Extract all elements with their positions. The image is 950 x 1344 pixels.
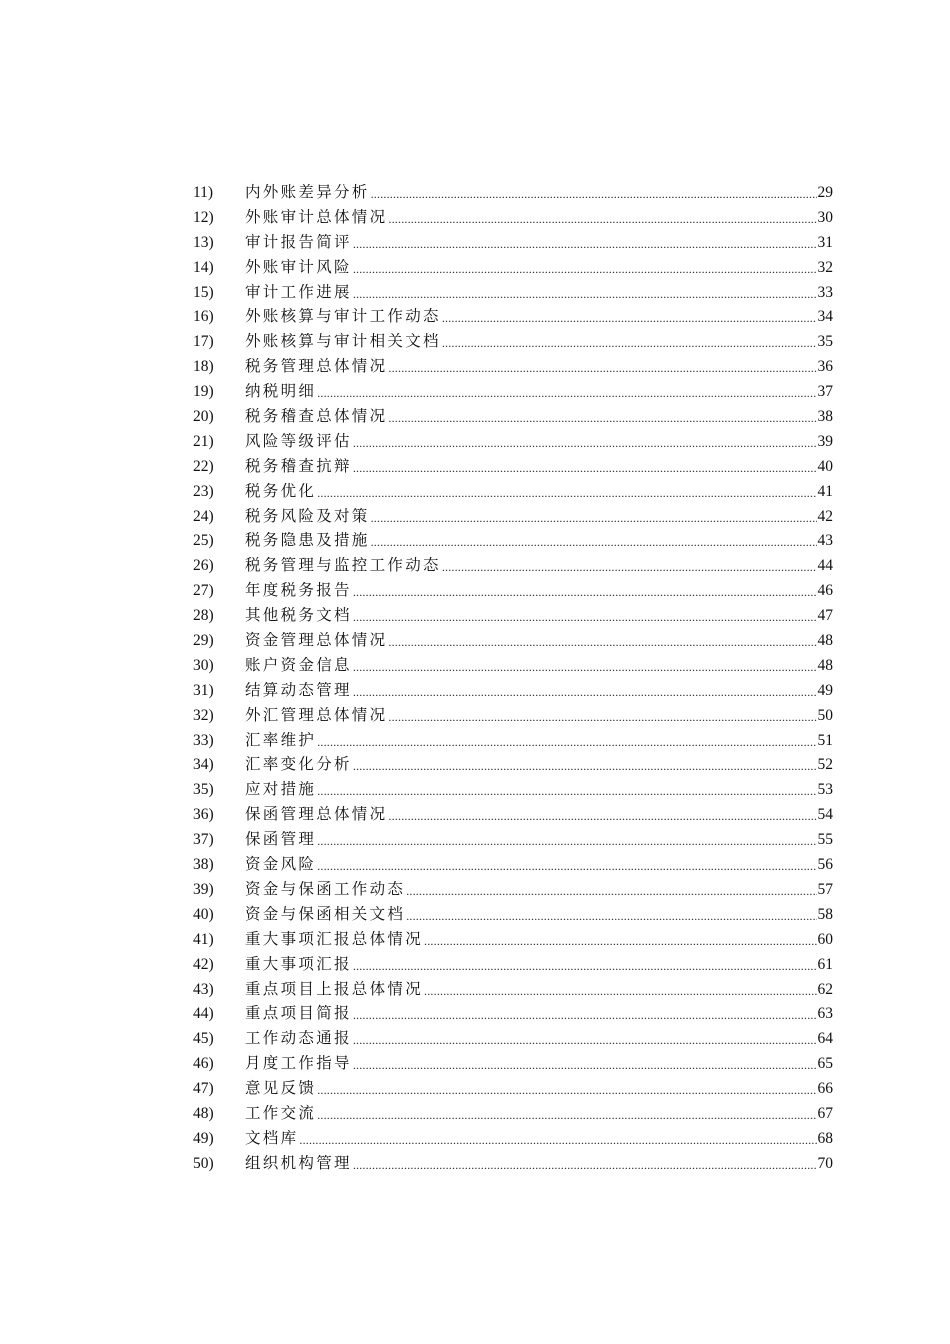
toc-entry-page-number: 40 [817,457,833,475]
toc-entry[interactable] [193,827,833,852]
toc-entry-page-number: 57 [817,880,833,898]
toc-entry-page-number: 58 [817,905,833,923]
toc-entry[interactable] [193,304,833,329]
toc-dot-leader [353,607,817,623]
toc-dot-leader [442,333,817,349]
toc-entry-number: 38) [193,856,214,874]
toc-entry-title: 纳税明细 [245,382,317,401]
toc-entry-title: 结算动态管理 [245,680,352,699]
toc-entry-page-number: 54 [817,806,833,824]
toc-entry[interactable] [193,454,833,479]
toc-entry[interactable] [193,1026,833,1051]
toc-entry-page-number: 68 [817,1129,833,1147]
toc-entry[interactable] [193,479,833,504]
toc-entry-page-number: 52 [817,756,833,774]
toc-entry-title: 组织机构管理 [245,1153,352,1172]
toc-entry-page-number: 63 [817,1005,833,1023]
toc-entry-page-number: 39 [817,432,833,450]
toc-entry[interactable] [193,205,833,230]
toc-dot-leader [442,557,817,573]
toc-entry-page-number: 41 [817,482,833,500]
toc-entry-title: 资金与保函相关文档 [245,904,406,923]
toc-entry-page-number: 36 [817,358,833,376]
toc-dot-leader [388,358,816,374]
toc-entry-number: 39) [193,880,214,898]
toc-entry-page-number: 30 [817,208,833,226]
toc-entry-number: 42) [193,955,214,973]
toc-entry-number: 18) [193,358,214,376]
toc-entry-page-number: 46 [817,582,833,600]
toc-entry-title: 应对措施 [245,780,317,799]
toc-entry-number: 15) [193,283,214,301]
toc-entry-number: 27) [193,582,214,600]
toc-entry[interactable] [193,230,833,255]
toc-dot-leader [353,1005,817,1021]
toc-entry-page-number: 44 [817,557,833,575]
toc-entry-title: 保函管理 [245,830,317,849]
toc-entry-number: 49) [193,1129,214,1147]
toc-dot-leader [317,1080,816,1096]
toc-entry-title: 重大事项汇报总体情况 [245,929,424,948]
toc-dot-leader [353,682,817,698]
toc-entry-number: 40) [193,905,214,923]
toc-dot-leader [353,657,817,673]
toc-entry[interactable] [193,1001,833,1026]
toc-entry-title: 工作动态通报 [245,1029,352,1048]
toc-entry-number: 48) [193,1104,214,1122]
toc-entry-title: 外汇管理总体情况 [245,705,388,724]
toc-entry-title: 资金与保函工作动态 [245,879,406,898]
toc-entry[interactable] [193,603,833,628]
toc-entry[interactable] [193,553,833,578]
toc-entry-number: 37) [193,831,214,849]
toc-dot-leader [424,981,816,997]
toc-entry-title: 税务管理总体情况 [245,357,388,376]
toc-dot-leader [406,881,816,897]
toc-entry[interactable] [193,255,833,280]
toc-entry-title: 意见反馈 [245,1079,317,1098]
toc-entry-title: 外账审计总体情况 [245,207,388,226]
toc-entry-number: 28) [193,607,214,625]
toc-dot-leader [353,284,817,300]
toc-entry-page-number: 55 [817,831,833,849]
toc-dot-leader [388,632,816,648]
toc-dot-leader [353,433,817,449]
toc-entry-number: 11) [193,184,214,201]
toc-dot-leader [388,707,816,723]
toc-dot-leader [353,234,817,250]
toc-entry[interactable] [193,777,833,802]
toc-dot-leader [299,1130,816,1146]
toc-entry-page-number: 29 [817,184,833,201]
toc-dot-leader [371,508,817,524]
toc-entry-title: 资金风险 [245,855,317,874]
toc-entry-title: 税务优化 [245,481,317,500]
toc-entry-page-number: 42 [817,507,833,525]
toc-entry[interactable] [193,1126,833,1151]
table-of-contents [193,180,833,1176]
toc-entry-number: 16) [193,308,214,326]
toc-dot-leader [317,781,816,797]
toc-entry-number: 21) [193,432,214,450]
toc-dot-leader [406,906,816,922]
toc-entry[interactable] [193,1076,833,1101]
toc-entry[interactable] [193,578,833,603]
toc-entry-title: 资金管理总体情况 [245,631,388,650]
toc-entry-page-number: 37 [817,383,833,401]
toc-entry-title: 税务风险及对策 [245,506,370,525]
toc-entry-number: 22) [193,457,214,475]
toc-dot-leader [353,1055,817,1071]
toc-entry-page-number: 61 [817,955,833,973]
toc-entry-page-number: 34 [817,308,833,326]
toc-entry-number: 25) [193,532,214,550]
toc-entry[interactable] [193,728,833,753]
toc-entry-page-number: 33 [817,283,833,301]
toc-entry-number: 19) [193,383,214,401]
toc-dot-leader [371,532,817,548]
toc-dot-leader [317,856,816,872]
toc-entry-title: 账户资金信息 [245,655,352,674]
toc-entry[interactable] [193,678,833,703]
toc-entry-number: 47) [193,1080,214,1098]
toc-entry-title: 其他税务文档 [245,606,352,625]
toc-entry-number: 29) [193,632,214,650]
toc-entry-title: 税务隐患及措施 [245,531,370,550]
toc-entry-page-number: 65 [817,1055,833,1073]
toc-entry-number: 30) [193,656,214,674]
toc-entry-number: 44) [193,1005,214,1023]
toc-entry-page-number: 31 [817,233,833,251]
toc-entry[interactable] [193,404,833,429]
toc-entry-title: 审计工作进展 [245,282,352,301]
toc-entry[interactable] [193,802,833,827]
toc-entry-number: 33) [193,731,214,749]
toc-entry-title: 外账审计风险 [245,257,352,276]
toc-dot-leader [388,806,816,822]
toc-entry[interactable] [193,703,833,728]
toc-entry-title: 保函管理总体情况 [245,805,388,824]
toc-entry-page-number: 32 [817,258,833,276]
toc-dot-leader [442,308,817,324]
toc-dot-leader [317,383,816,399]
toc-entry-title: 外账核算与审计相关文档 [245,332,441,351]
toc-entry-page-number: 66 [817,1080,833,1098]
toc-entry-number: 36) [193,806,214,824]
toc-entry-page-number: 70 [817,1154,833,1172]
toc-entry[interactable] [193,379,833,404]
toc-entry-title: 重点项目简报 [245,1004,352,1023]
toc-dot-leader [317,732,816,748]
toc-entry-title: 审计报告简评 [245,232,352,251]
toc-entry[interactable] [193,628,833,653]
toc-dot-leader [371,184,817,200]
toc-entry-number: 43) [193,980,214,998]
toc-entry-number: 23) [193,482,214,500]
toc-entry[interactable] [193,280,833,305]
toc-entry-number: 14) [193,258,214,276]
toc-entry-title: 年度税务报告 [245,581,352,600]
toc-entry-number: 35) [193,781,214,799]
toc-entry-number: 32) [193,706,214,724]
toc-entry-number: 45) [193,1030,214,1048]
toc-entry[interactable] [193,504,833,529]
toc-entry-title: 外账核算与审计工作动态 [245,307,441,326]
toc-entry[interactable] [193,429,833,454]
toc-entry-page-number: 38 [817,408,833,426]
toc-entry-title: 税务稽查抗辩 [245,456,352,475]
toc-dot-leader [424,931,816,947]
toc-entry-number: 13) [193,233,214,251]
toc-dot-leader [353,259,817,275]
toc-entry-number: 50) [193,1154,214,1172]
toc-entry-title: 工作交流 [245,1103,317,1122]
toc-entry[interactable] [193,977,833,1002]
toc-entry[interactable] [193,528,833,553]
toc-entry[interactable] [193,180,833,205]
toc-dot-leader [317,831,816,847]
toc-dot-leader [388,209,816,225]
toc-entry-title: 重点项目上报总体情况 [245,979,424,998]
toc-entry-title: 重大事项汇报 [245,954,352,973]
toc-entry-number: 31) [193,681,214,699]
toc-entry-number: 12) [193,208,214,226]
toc-entry-page-number: 67 [817,1104,833,1122]
toc-entry-title: 汇率维护 [245,730,317,749]
toc-entry[interactable] [193,354,833,379]
toc-entry[interactable] [193,1151,833,1176]
toc-entry[interactable] [193,1051,833,1076]
toc-entry-page-number: 43 [817,532,833,550]
toc-entry-page-number: 48 [817,632,833,650]
toc-entry[interactable] [193,902,833,927]
toc-dot-leader [353,1155,817,1171]
toc-dot-leader [353,756,817,772]
toc-entry-number: 17) [193,333,214,351]
toc-entry-page-number: 56 [817,856,833,874]
toc-entry-number: 20) [193,408,214,426]
toc-entry[interactable] [193,927,833,952]
toc-entry-number: 26) [193,557,214,575]
toc-entry-page-number: 35 [817,333,833,351]
toc-entry[interactable] [193,877,833,902]
toc-entry-title: 文档库 [245,1128,299,1147]
toc-entry-number: 34) [193,756,214,774]
toc-dot-leader [317,1105,816,1121]
toc-entry-title: 税务管理与监控工作动态 [245,556,441,575]
toc-entry-page-number: 62 [817,980,833,998]
toc-entry-title: 风险等级评估 [245,431,352,450]
toc-dot-leader [388,408,816,424]
toc-entry-page-number: 50 [817,706,833,724]
toc-entry-title: 税务稽查总体情况 [245,407,388,426]
toc-entry[interactable] [193,329,833,354]
toc-dot-leader [353,1030,817,1046]
toc-entry[interactable] [193,653,833,678]
toc-entry[interactable] [193,752,833,777]
toc-entry-page-number: 48 [817,656,833,674]
toc-entry-number: 46) [193,1055,214,1073]
toc-entry-page-number: 49 [817,681,833,699]
toc-entry[interactable] [193,952,833,977]
toc-entry-page-number: 53 [817,781,833,799]
toc-entry-title: 月度工作指导 [245,1054,352,1073]
toc-entry-title: 汇率变化分析 [245,755,352,774]
toc-entry-page-number: 64 [817,1030,833,1048]
toc-entry-page-number: 51 [817,731,833,749]
toc-entry-title: 内外账差异分析 [245,183,370,201]
toc-dot-leader [353,956,817,972]
toc-entry-number: 24) [193,507,214,525]
toc-dot-leader [353,458,817,474]
toc-entry-page-number: 47 [817,607,833,625]
toc-entry-page-number: 60 [817,930,833,948]
toc-dot-leader [353,582,817,598]
toc-dot-leader [317,483,816,499]
toc-entry[interactable] [193,852,833,877]
toc-entry[interactable] [193,1101,833,1126]
toc-entry-number: 41) [193,930,214,948]
